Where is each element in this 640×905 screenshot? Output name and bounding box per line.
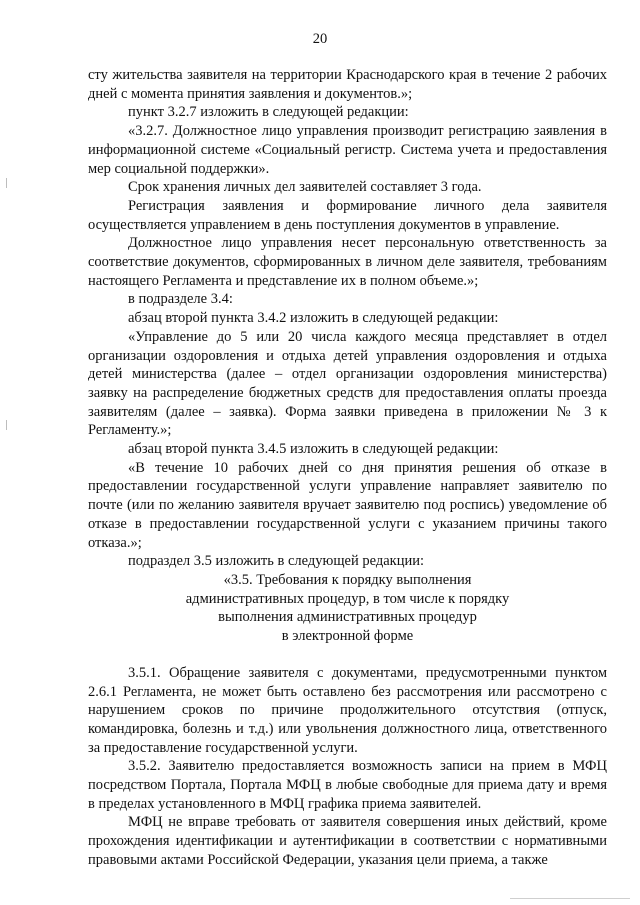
page-number: 20 (312, 31, 328, 47)
paragraph: 3.5.1. Обращение заявителя с документами, предусмотренными пунктом 2.6.1 Регламента, не может быть оставлено без рассмотрения или рассмотрено с нарушением сроков по причине продолжительного отсутствия (отпуск, командировка, болезнь и т.д.) или увольнения должностного лица, ответственного за предоставление государственной услуги. (88, 664, 607, 756)
scan-edge-line (510, 898, 630, 899)
paragraph: 3.5.2. Заявителю предоставляется возможность записи на прием в МФЦ посредством Портала, Портала МФЦ в любые свободные для приема дату и время в пределах установленного в МФЦ графика приема заявителей. (88, 758, 607, 812)
heading-line: в электронной форме (281, 628, 414, 645)
scan-margin-mark (6, 420, 7, 430)
paragraph: в подразделе 3.4: (128, 291, 233, 308)
heading-line: административных процедур, в том числе к порядку (185, 590, 510, 607)
paragraph: сту жительства заявителя на территории Краснодарского края в течение 2 рабочих дней с момента принятия заявления и документов.»; (88, 67, 607, 102)
paragraph: МФЦ не вправе требовать от заявителя совершения иных действий, кроме прохождения идентификации и аутентификации в соответствии с нормативными правовыми актами Российской Федерации, указания цели приема, а также (88, 814, 607, 868)
paragraph: подраздел 3.5 изложить в следующей редакции: (128, 553, 425, 570)
scan-margin-mark (6, 178, 7, 188)
section-heading (88, 571, 607, 646)
paragraph: «Управление до 5 или 20 числа каждого месяца представляет в отдел организации оздоровления и отдыха детей управления оздоровления и отдыха детей министерства (далее – отдел организации оздоровления министерства) заявку на распределение бюджетных средств для предоставления оплаты проезда заявителям (далее – заявка). Форма заявки приведена в приложении № 3 к Регламенту.»; (88, 328, 607, 439)
heading-line: «3.5. Требования к порядку выполнения (223, 571, 472, 588)
paragraph: «В течение 10 рабочих дней со дня принятия решения об отказе в предоставлении государственной услуги управление направляет заявителю по почте (или по желанию заявителя вручает заявителю под роспись) уведомление об отказе в предоставлении государственной услуги с указанием причины такого отказа.»; (88, 459, 607, 551)
paragraph: пункт 3.2.7 изложить в следующей редакции: (128, 104, 409, 121)
paragraph: Срок хранения личных дел заявителей составляет 3 года. (128, 179, 482, 196)
paragraph: Регистрация заявления и формирование личного дела заявителя осуществляется управлением в день поступления документов в управление. (88, 197, 607, 233)
paragraph: «3.2.7. Должностное лицо управления производит регистрацию заявления в информационной системе «Социальный регистр. Система учета и предоставления мер социальной поддержки». (88, 123, 607, 177)
paragraph: абзац второй пункта 3.4.2 изложить в следующей редакции: (128, 310, 499, 327)
document-body (88, 66, 607, 870)
paragraph: Должностное лицо управления несет персональную ответственность за соответствие документов, сформированных в личном деле заявителя, требованиям настоящего Регламента и представление их в полном объеме.»; (88, 235, 607, 289)
paragraph: абзац второй пункта 3.4.5 изложить в следующей редакции: (128, 441, 499, 458)
heading-line: выполнения административных процедур (218, 609, 477, 626)
